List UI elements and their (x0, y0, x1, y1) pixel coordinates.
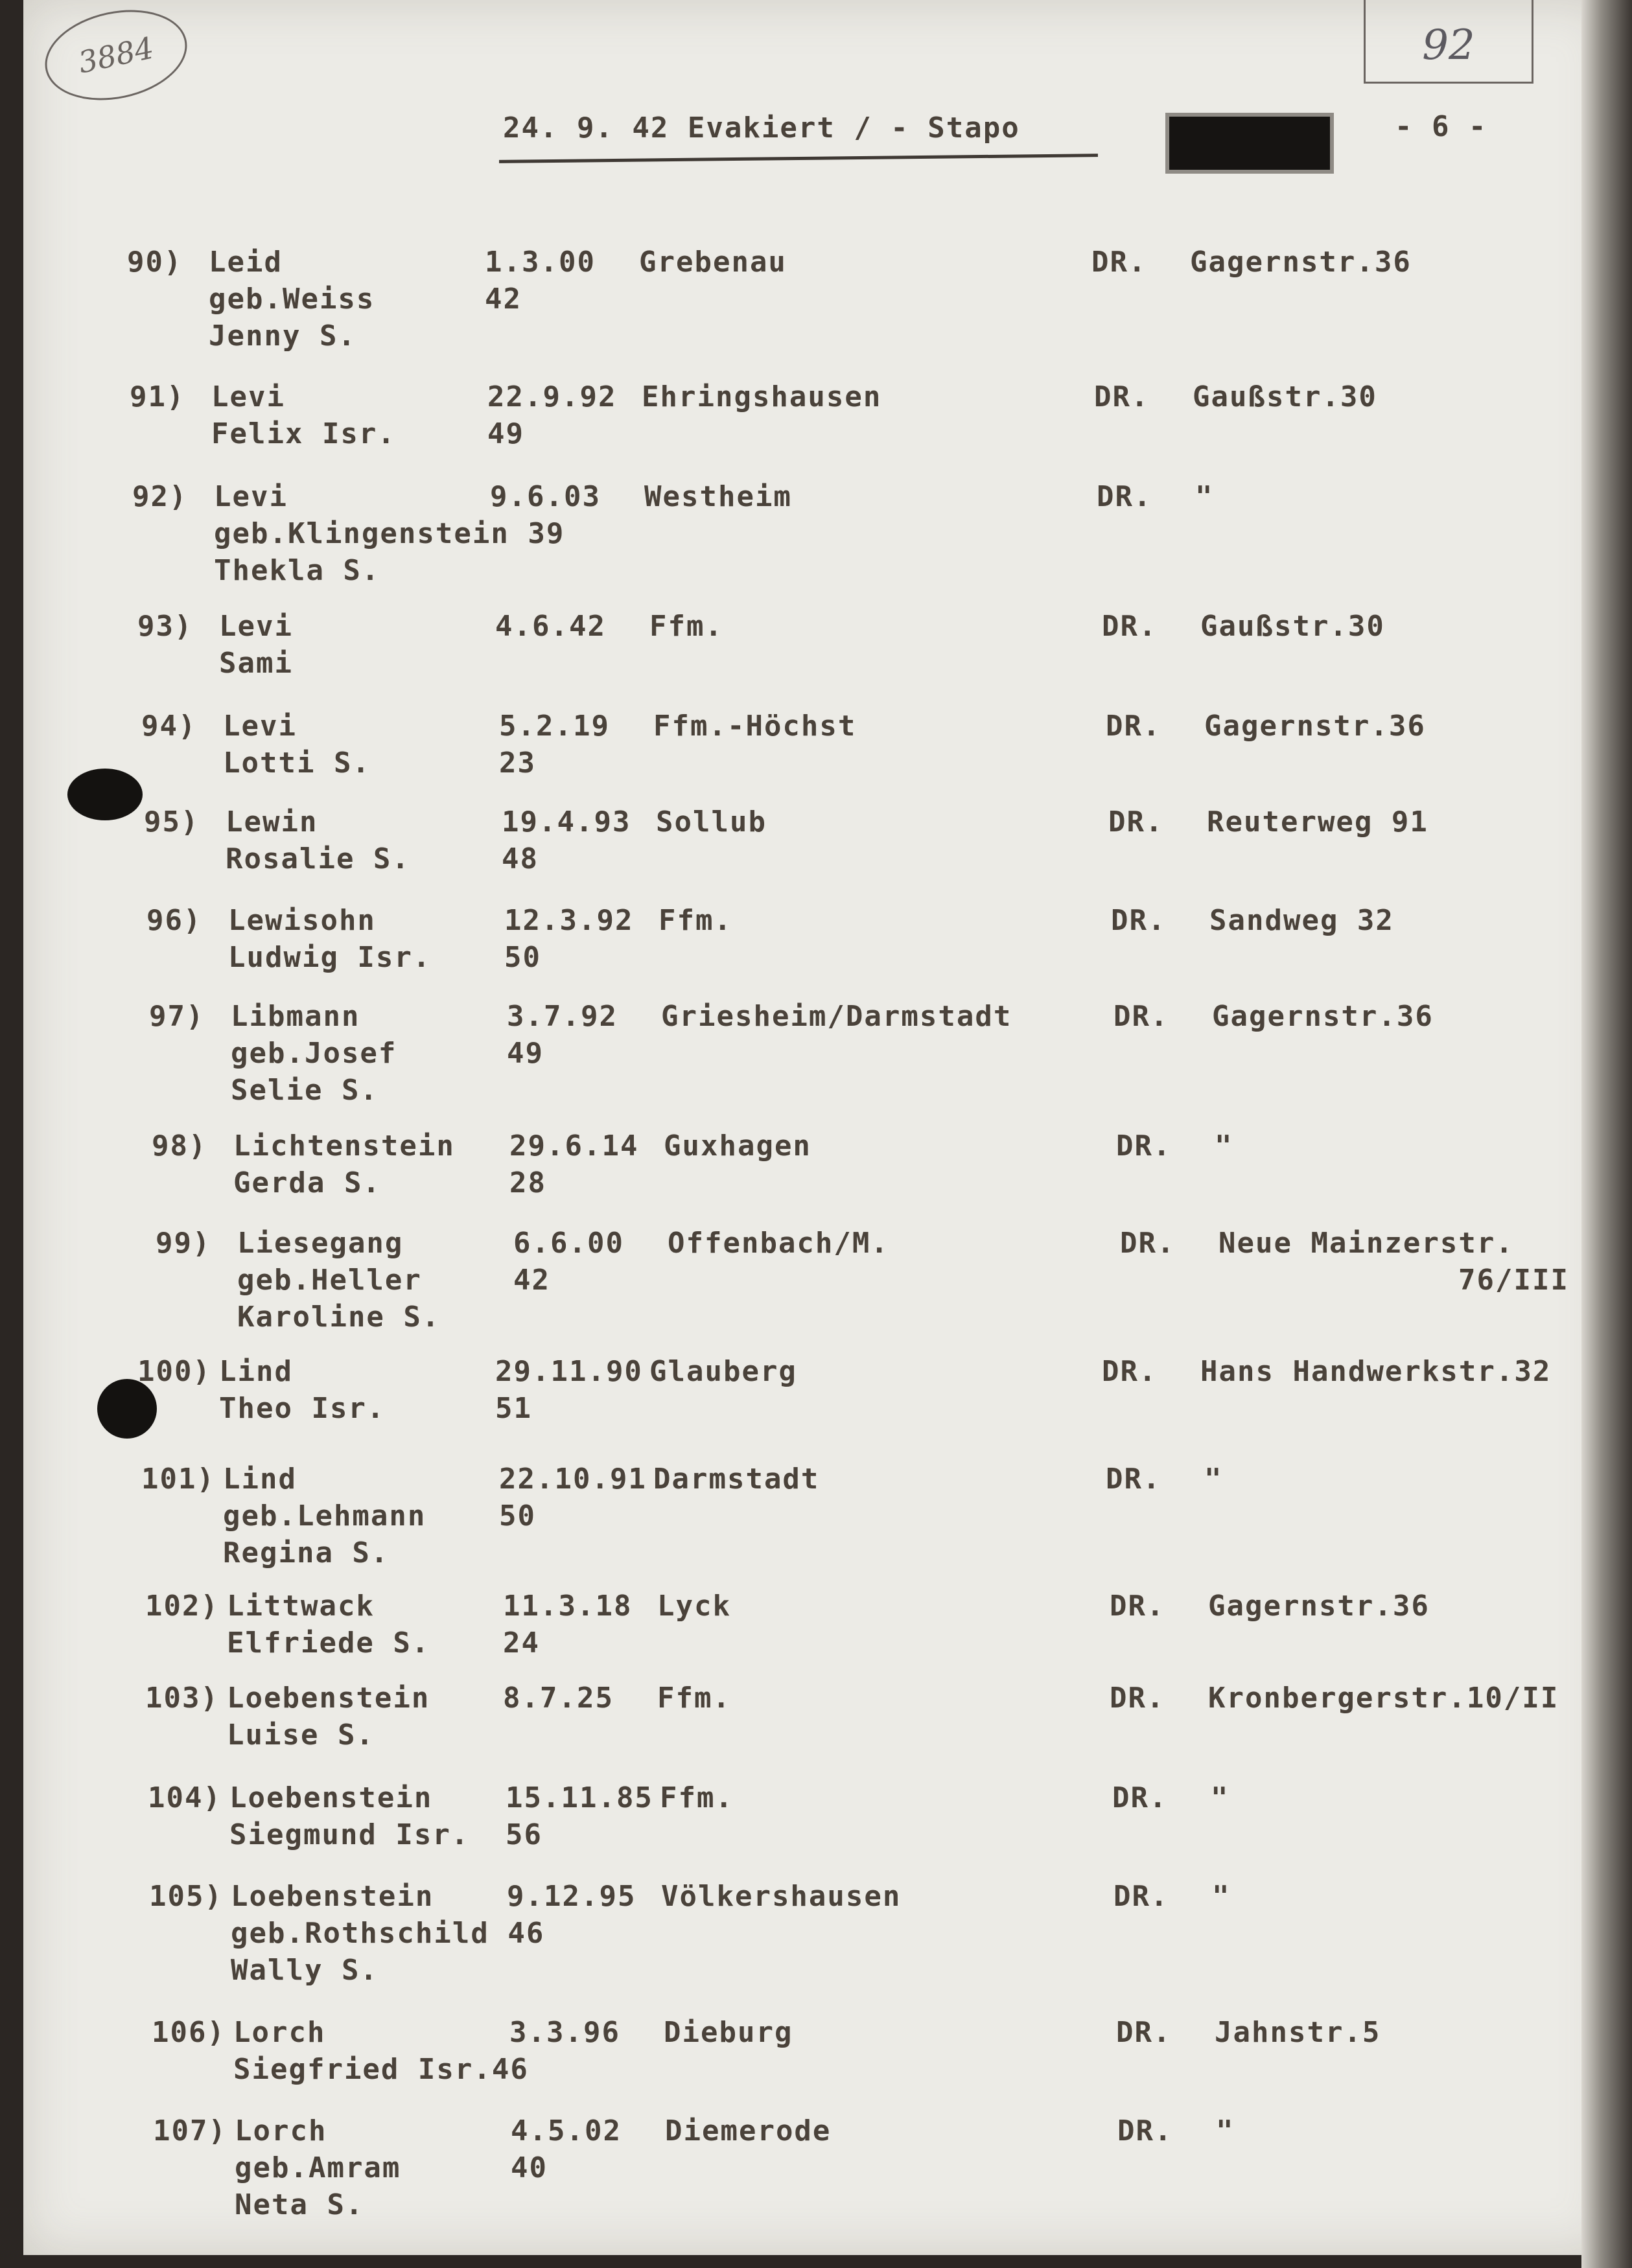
address: " (1216, 2114, 1235, 2147)
birth-date-age: 22.9.92 49 (487, 380, 617, 450)
page-number: - 6 - (1395, 110, 1487, 143)
birth-date-age: 3.7.92 49 (507, 1000, 618, 1070)
birth-date-age: 9.12.95 (507, 1880, 636, 1913)
birth-date-age: 15.11.85 56 (506, 1781, 653, 1851)
person-name: Levi Sami (219, 610, 293, 680)
redaction-block (1165, 113, 1334, 174)
page-title: 24. 9. 42 Evakiert / - Stapo (503, 111, 1020, 145)
birth-place: Diemerode (665, 2114, 832, 2147)
address: " (1212, 1880, 1231, 1913)
address: Hans Handwerkstr.32 (1200, 1355, 1552, 1388)
entry-number: 92) (132, 480, 188, 513)
archive-stamp: 3884 (36, 0, 195, 113)
destination: DR. (1116, 1129, 1172, 1163)
entry-number: 100) (137, 1355, 211, 1388)
address: Reuterweg 91 (1207, 805, 1428, 839)
birth-date-age: 8.7.25 (503, 1682, 614, 1715)
birth-place: Ffm. (659, 904, 732, 937)
birth-date-age: 11.3.18 24 (503, 1590, 633, 1660)
birth-place: Ffm. (660, 1781, 734, 1814)
address: Gagernstr.36 (1190, 246, 1412, 279)
birth-place: Darmstadt (653, 1463, 820, 1496)
destination: DR. (1091, 246, 1147, 279)
destination: DR. (1094, 380, 1150, 413)
destination: DR. (1113, 1000, 1169, 1033)
address-continued: 76/III (1458, 1264, 1569, 1297)
birth-place: Dieburg (664, 2016, 793, 2049)
birth-place: Grebenau (639, 246, 787, 279)
birth-place: Westheim (644, 480, 792, 513)
person-name: Lorch geb.Amram Neta S. (235, 2114, 401, 2221)
address: Gagernstr.36 (1212, 1000, 1434, 1033)
page-edge-shadow (1581, 0, 1632, 2268)
address: Gagernstr.36 (1204, 710, 1426, 743)
destination: DR. (1097, 480, 1152, 513)
birth-date-age: 4.5.02 40 (511, 2114, 622, 2184)
birth-place: Ehringshausen (642, 380, 882, 413)
person-name: Leid geb.Weiss Jenny S. (209, 246, 375, 353)
birth-place: Ffm. (649, 610, 723, 643)
destination: DR. (1112, 1781, 1168, 1814)
person-name: Lichtenstein Gerda S. (233, 1129, 455, 1199)
birth-date-age: 5.2.19 23 (499, 710, 610, 780)
person-name: Levi Felix Isr. (211, 380, 396, 450)
entry-number: 96) (146, 904, 202, 937)
birth-date-age: 12.3.92 50 (504, 904, 634, 974)
destination: DR. (1111, 904, 1167, 937)
birth-place: Ffm.-Höchst (653, 710, 857, 743)
person-name: Loebenstein Luise S. (227, 1682, 430, 1752)
destination: DR. (1110, 1590, 1165, 1623)
destination: DR. (1106, 1463, 1161, 1496)
person-name: Lorch Siegfried Isr.46 (233, 2016, 529, 2086)
person-name: Lewisohn Ludwig Isr. (228, 904, 432, 974)
address: Gaußstr.30 (1193, 380, 1377, 413)
destination: DR. (1106, 710, 1161, 743)
birth-date-age: 3.3.96 (509, 2016, 620, 2049)
birth-date-age: 6.6.00 42 (513, 1227, 624, 1297)
address: Gaußstr.30 (1200, 610, 1385, 643)
address: Jahnstr.5 (1215, 2016, 1381, 2049)
person-name: Loebenstein Siegmund Isr. (229, 1781, 470, 1851)
entry-number: 90) (127, 246, 183, 279)
person-name: Lewin Rosalie S. (226, 805, 410, 875)
birth-place: Lyck (657, 1590, 731, 1623)
birth-place: Guxhagen (664, 1129, 811, 1163)
entry-number: 102) (145, 1590, 219, 1623)
entry-number: 91) (130, 380, 185, 413)
person-name: Libmann geb.Josef Selie S. (231, 1000, 397, 1107)
destination: DR. (1117, 2114, 1173, 2147)
birth-date-age: 29.11.90 51 (495, 1355, 643, 1425)
address: Sandweg 32 (1209, 904, 1394, 937)
entry-number: 103) (145, 1682, 219, 1715)
destination: DR. (1120, 1227, 1176, 1260)
ink-blot (67, 769, 143, 820)
birth-date-age: 29.6.14 28 (509, 1129, 639, 1199)
entry-number: 107) (153, 2114, 227, 2147)
entry-number: 93) (137, 610, 193, 643)
birth-date-age: 1.3.00 42 (485, 246, 596, 316)
entry-number: 101) (141, 1463, 215, 1496)
entry-number: 105) (149, 1880, 223, 1913)
address: Kronbergerstr.10/II (1208, 1682, 1559, 1715)
entry-number: 106) (152, 2016, 226, 2049)
birth-place: Griesheim/Darmstadt (661, 1000, 1012, 1033)
person-name: Loebenstein geb.Rothschild 46 Wally S. (231, 1880, 545, 1987)
birth-date-age: 4.6.42 (495, 610, 606, 643)
destination: DR. (1113, 1880, 1169, 1913)
birth-date-age: 19.4.93 48 (502, 805, 631, 875)
person-name: Lind geb.Lehmann Regina S. (223, 1463, 426, 1569)
person-name: Littwack Elfriede S. (227, 1590, 430, 1660)
entry-number: 94) (141, 710, 197, 743)
birth-place: Glauberg (649, 1355, 797, 1388)
address: " (1211, 1781, 1230, 1814)
address: " (1215, 1129, 1233, 1163)
address: Gagernstr.36 (1208, 1590, 1430, 1623)
entry-number: 98) (152, 1129, 207, 1163)
destination: DR. (1110, 1682, 1165, 1715)
birth-place: Völkershausen (661, 1880, 902, 1913)
birth-place: Offenbach/M. (668, 1227, 889, 1260)
address: " (1195, 480, 1214, 513)
birth-place: Sollub (656, 805, 767, 839)
destination: DR. (1116, 2016, 1172, 2049)
page-number-box: 92 (1364, 0, 1533, 84)
destination: DR. (1102, 610, 1158, 643)
birth-date-age: 9.6.03 (490, 480, 601, 513)
person-name: Liesegang geb.Heller Karoline S. (237, 1227, 441, 1334)
destination: DR. (1108, 805, 1164, 839)
birth-place: Ffm. (657, 1682, 731, 1715)
address: Neue Mainzerstr. (1218, 1227, 1514, 1260)
entry-number: 95) (144, 805, 200, 839)
entry-number: 97) (149, 1000, 205, 1033)
person-name: Lind Theo Isr. (219, 1355, 386, 1425)
destination: DR. (1102, 1355, 1158, 1388)
person-name: Levi geb.Klingenstein 39 Thekla S. (214, 480, 565, 587)
entry-number: 104) (148, 1781, 222, 1814)
entry-number: 99) (156, 1227, 211, 1260)
birth-date-age: 22.10.91 50 (499, 1463, 647, 1533)
person-name: Levi Lotti S. (223, 710, 371, 780)
address: " (1204, 1463, 1223, 1496)
